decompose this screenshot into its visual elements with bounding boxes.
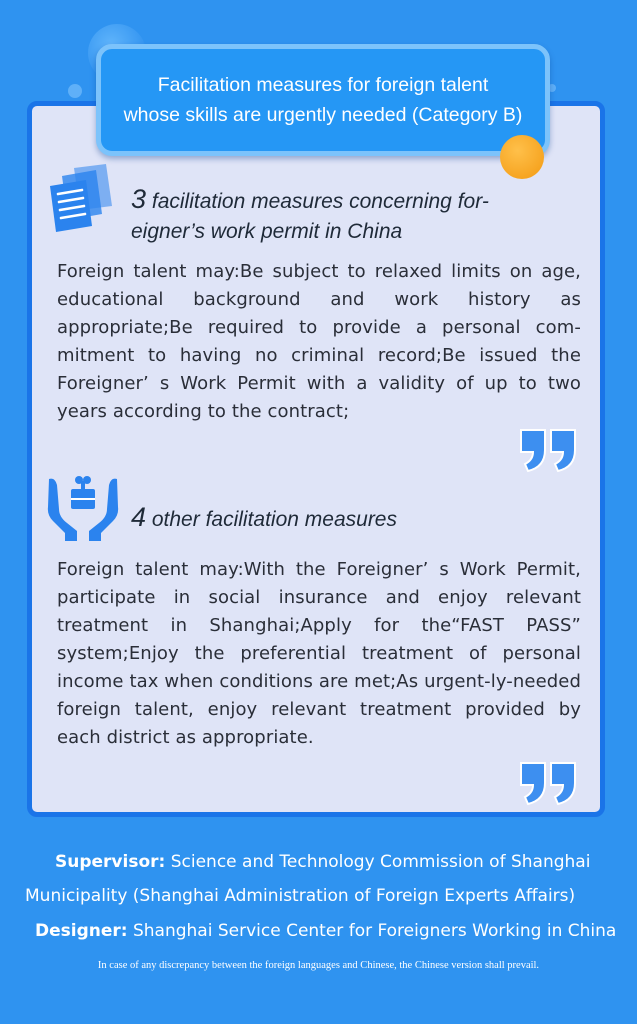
decor-dot-orange: [500, 135, 544, 179]
section-2-heading-text: other facilitation measures: [146, 508, 397, 531]
supervisor-text: Science and Technology Commission of Shanghai: [165, 852, 591, 872]
quote-icon: [518, 760, 580, 806]
designer-label: Designer:: [35, 921, 128, 941]
decor-dot-small: [68, 84, 82, 98]
section-1-body: Foreign talent may:Be subject to relaxed limits on age, educational background and work history as appropriate;Be required to provide a personal com-mitment to having no criminal record;Be issued the Foreigner’ s Work Permit with a validity of up to two years according to the contract;: [57, 261, 581, 422]
section-1-heading-text: facilitation measures concerning for-: [146, 190, 489, 213]
section-2-body: Foreign talent may:With the Foreigner’ s Work Permit, participate in social insurance and enjoy relevant treatment in Shanghai;Apply for the“FAST PASS” system;Enjoy the preferential treatment of personal income tax when conditions are met;As urgent-ly-needed foreign talent, enjoy relevant treatment provided by each district as appropriate.: [57, 559, 581, 748]
footer-supervisor-line2: Municipality (Shanghai Administration of Foreign Experts Affairs): [25, 886, 576, 906]
section-1-heading: [131, 184, 489, 247]
footer-supervisor: [55, 850, 590, 874]
title-line-2: whose skills are urgently needed (Category B): [123, 104, 523, 126]
designer-text: Shanghai Service Center for Foreigners Working in China: [127, 921, 617, 941]
section-2-number: 4: [131, 502, 147, 532]
section-1-heading-line2: eigner’s work permit in China: [131, 220, 403, 243]
title-box: [96, 44, 550, 156]
footer-designer: [35, 919, 616, 943]
section-2-heading: [131, 502, 397, 535]
title-line-1: Facilitation measures for foreign talent: [157, 74, 489, 96]
documents-icon: [44, 162, 124, 234]
hands-gift-icon: [45, 471, 121, 543]
supervisor-label: Supervisor:: [55, 852, 166, 872]
footer-disclaimer: In case of any discrepancy between the foreign languages and Chinese, the Chinese version shall prevail.: [97, 960, 540, 971]
section-1-number: 3: [131, 184, 147, 214]
quote-icon: [518, 427, 580, 473]
